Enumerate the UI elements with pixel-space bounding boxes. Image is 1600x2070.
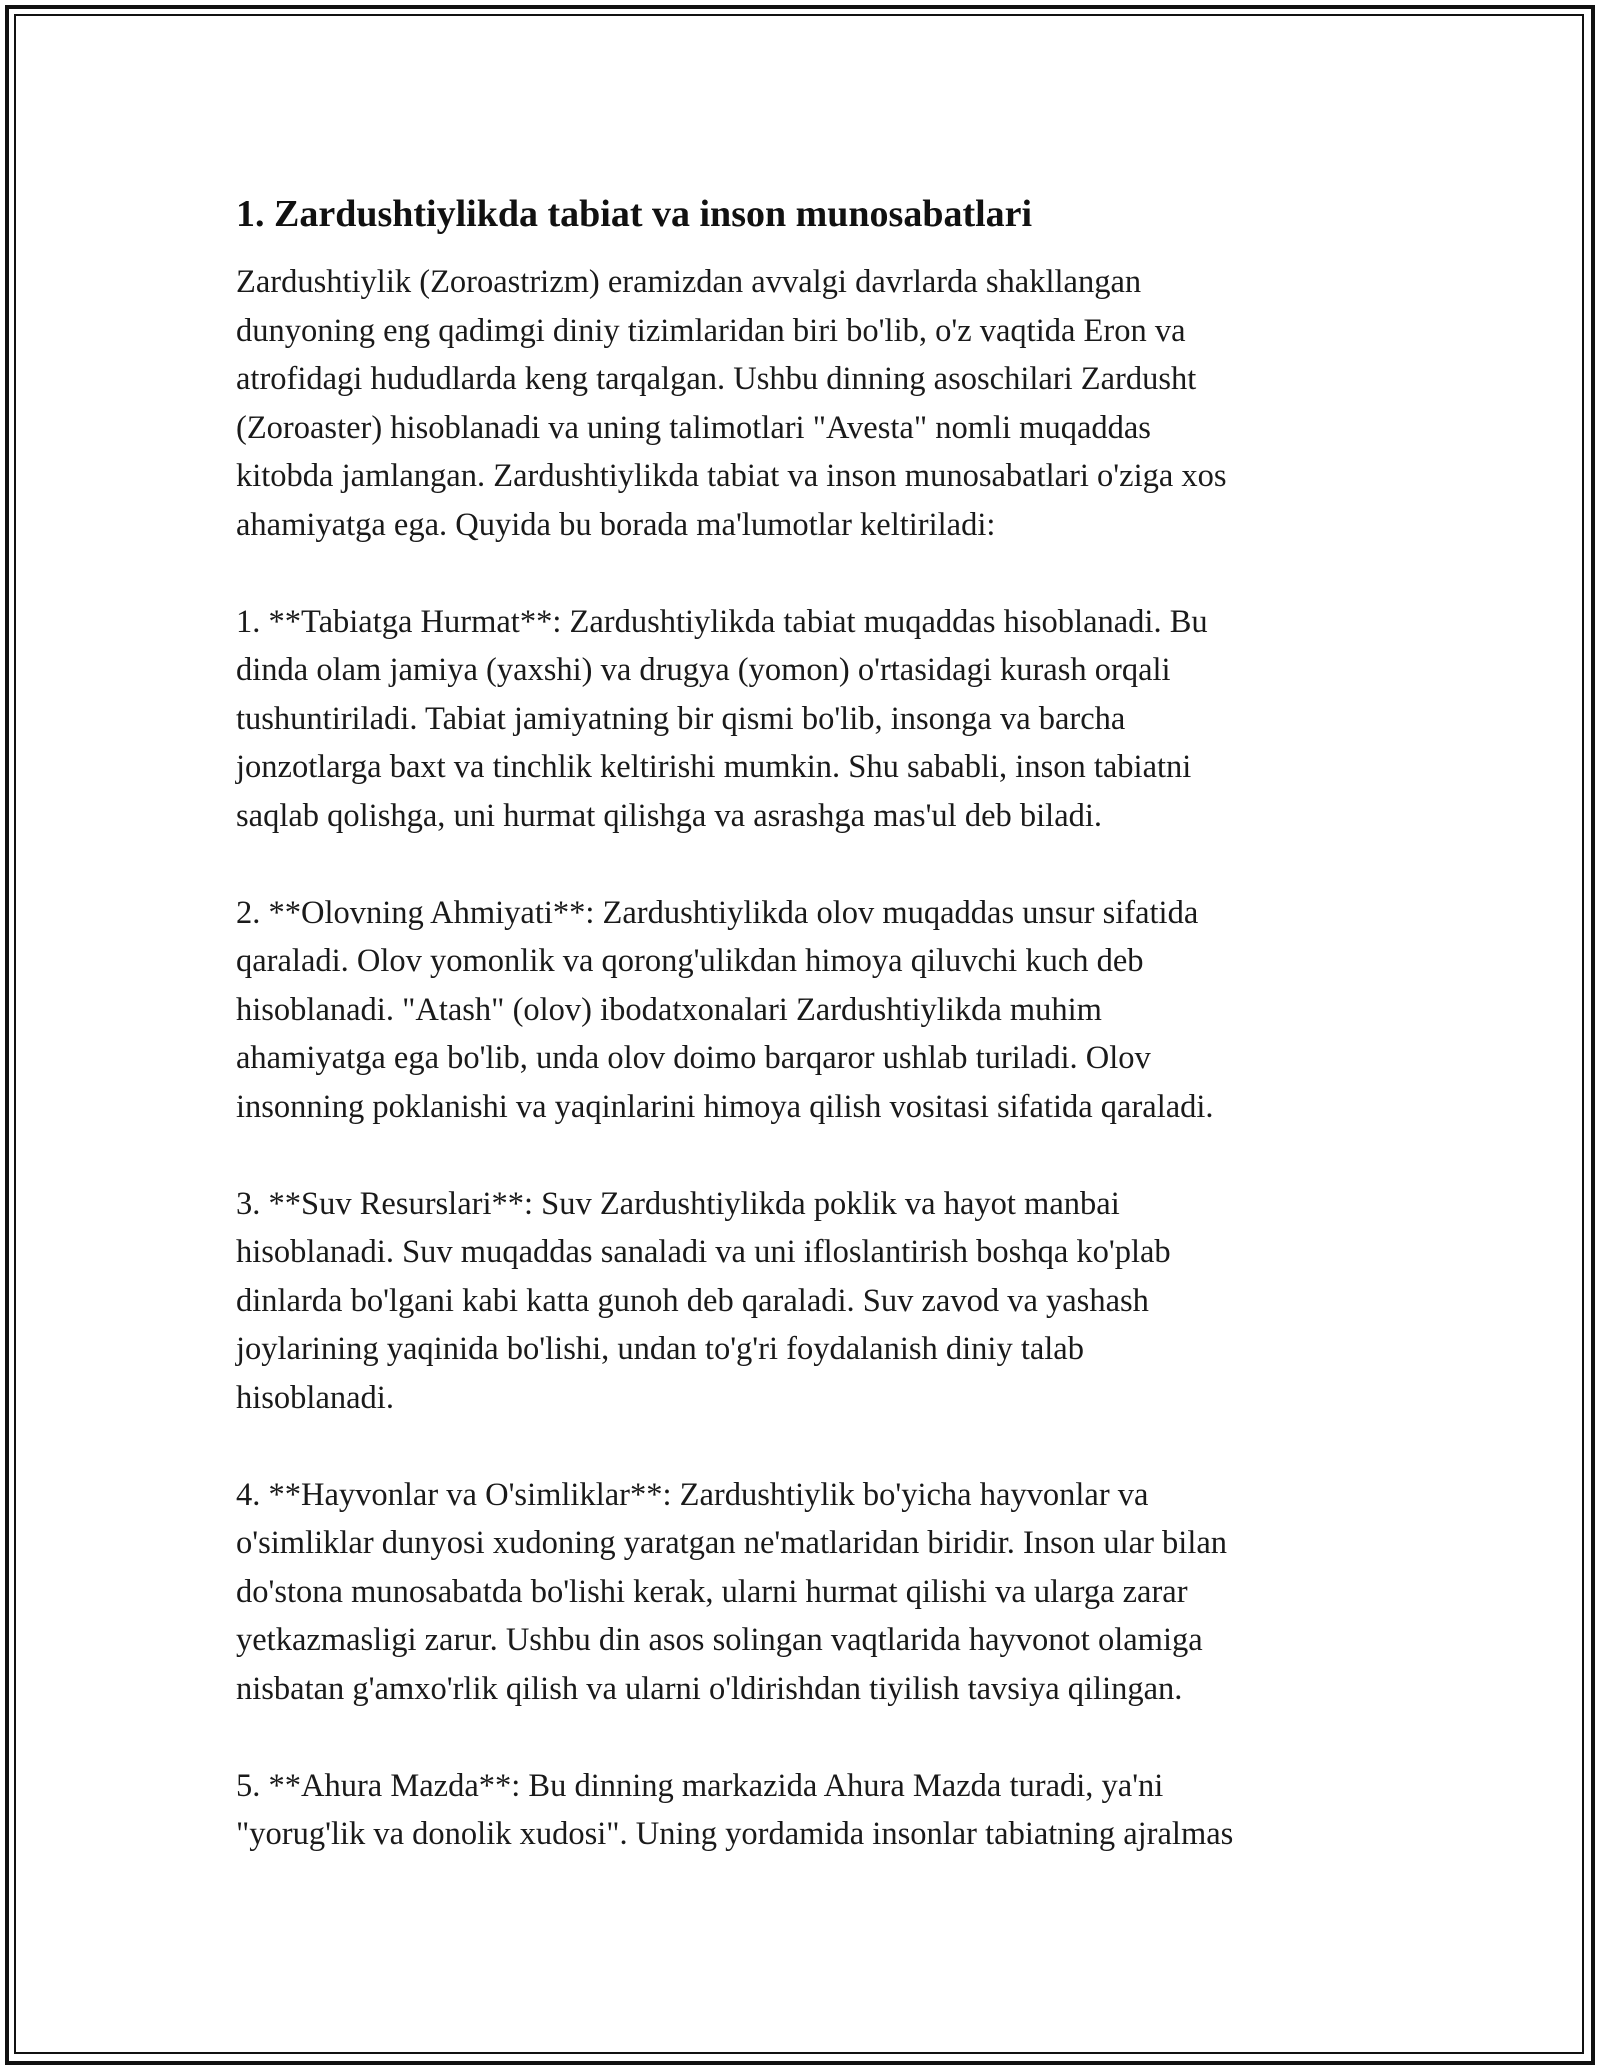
paragraph-olovning-ahmiyati: 2. **Olovning Ahmiyati**: Zardushtiylikda olov muqaddas unsur sifatida qaraladi. Olov yomonlik va qorong'ulikdan himoya qiluvchi kuch deb hisoblanadi. "Atash" (olov) ibodatxonalari Zardushtiylikda muhim ahamiyatga ega bo'lib, unda olov doimo barqaror ushlab turiladi. Olov insonning poklanishi va yaqinlarini himoya qilish vositasi sifatida qaraladi.	[236, 894, 1214, 1125]
paragraph-intro: Zardushtiylik (Zoroastrizm) eramizdan avvalgi davrlarda shakllangan dunyoning eng qadimgi diniy tizimlaridan biri bo'lib, o'z vaqtida Eron va atrofidagi hududlarda keng tarqalgan. Ushbu dinning asoschilari Zardusht (Zoroaster) hisoblanadi va uning talimotlari "Avesta" nomli muqaddas kitobda jamlangan. Zardushtiylikda tabiat va inson munosabatlari o'ziga xos ahamiyatga ega. Quyida bu borada ma'lumotlar keltiriladi:	[236, 264, 1227, 543]
section-heading: 1. Zardushtiylikda tabiat va inson munosabatlari	[236, 193, 1033, 235]
paragraph-suv-resurslari: 3. **Suv Resurslari**: Suv Zardushtiylikda poklik va hayot manbai hisoblanadi. Suv muqaddas sanaladi va uni ifloslantirish boshqa ko'plab dinlarda bo'lgani kabi katta gunoh deb qaraladi. Suv zavod va yashash joylarining yaqinida bo'lishi, undan to'g'ri foydalanish diniy talab hisoblanadi.	[236, 1185, 1171, 1416]
paragraph-hayvonlar-osimliklar: 4. **Hayvonlar va O'simliklar**: Zardushtiylik bo'yicha hayvonlar va o'simliklar dunyosi xudoning yaratgan ne'matlaridan biridir. Inson ular bilan do'stona munosabatda bo'lishi kerak, ularni hurmat qilishi va ularga zarar yetkazmasligi zarur. Ushbu din asos solingan vaqtlarida hayvonot olamiga nisbatan g'amxo'rlik qilish va ularni o'ldirishdan tiyilish tavsiya qilingan.	[236, 1476, 1228, 1707]
paragraph-ahura-mazda: 5. **Ahura Mazda**: Bu dinning markazida Ahura Mazda turadi, ya'ni "yorug'lik va donolik xudosi". Uning yordamida insonlar tabiatning ajralmas	[236, 1767, 1234, 1852]
document-body	[236, 186, 1386, 1859]
paragraph-tabiatga-hurmat: 1. **Tabiatga Hurmat**: Zardushtiylikda tabiat muqaddas hisoblanadi. Bu dinda olam jamiya (yaxshi) va drugya (yomon) o'rtasidagi kurash orqali tushuntiriladi. Tabiat jamiyatning bir qismi bo'lib, insonga va barcha jonzotlarga baxt va tinchlik keltirishi mumkin. Shu sababli, inson tabiatni saqlab qolishga, uni hurmat qilishga va asrashga mas'ul deb biladi.	[236, 603, 1208, 834]
